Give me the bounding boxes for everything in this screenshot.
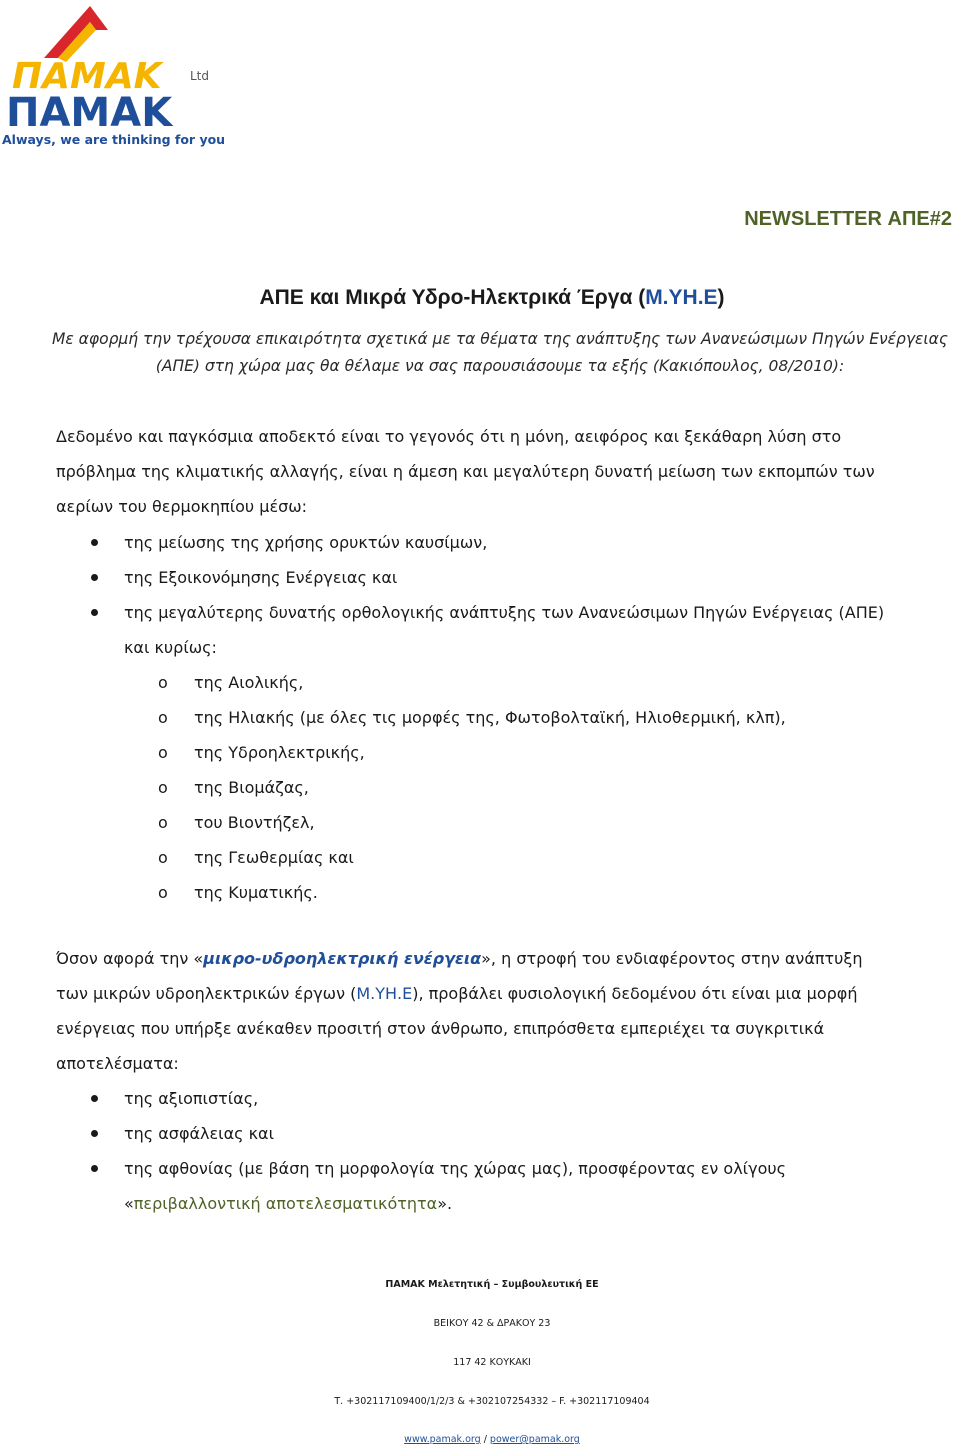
logo-ltd: Ltd (190, 69, 210, 83)
website-link[interactable]: www.pamak.org (404, 1434, 481, 1445)
sub-list-item: της Ηλιακής (με όλες τις μορφές της, Φωτοβολταϊκή, Ηλιοθερμική, κλπ), (194, 708, 786, 727)
footer-links: www.pamak.org / power@pamak.org (404, 1434, 580, 1445)
sub-list-item: της Αιολικής, (194, 673, 304, 692)
logo-top-text: ΠΑΜΑΚ (12, 56, 162, 97)
bullet-icon (91, 1165, 98, 1172)
intro-text: Με αφορμή την τρέχουσα επικαιρότητα σχετικά με τα θέματα της ανάπτυξης των Ανανεώσιμων Πηγών Ενέργειας (ΑΠΕ) στη χώρα μας θα θέλαμε να σας παρουσιάσουμε τα εξής (Κακιόπουλος, 08/2010): (51, 330, 948, 375)
abbreviation-text: Μ.ΥΗ.Ε (356, 984, 413, 1003)
bullet-icon (91, 539, 98, 546)
footer-company: ΠΑΜΑΚ Μελετητική – Συμβουλευτική ΕΕ (385, 1279, 599, 1290)
list-item: της μείωσης της χρήσης ορυκτών καυσίμων, (124, 533, 488, 552)
sub-list-item: της Κυματικής. (194, 883, 318, 902)
circle-bullet-icon: o (158, 813, 168, 832)
list-item: της ασφάλειας και (124, 1124, 274, 1143)
footer-phones: Τ. +302117109400/1/2/3 & +302107254332 – F. +302117109404 (334, 1396, 650, 1407)
list-item: της Εξοικονόμησης Ενέργειας και (124, 568, 398, 587)
bullet-icon (91, 1095, 98, 1102)
list-item: της αξιοπιστίας, (124, 1089, 259, 1108)
circle-bullet-icon: o (158, 743, 168, 762)
sub-list-item: του Βιοντήζελ, (194, 813, 315, 832)
sub-list-item: της Βιομάζας, (194, 778, 309, 797)
bullet-icon (91, 609, 98, 616)
list-item: της μεγαλύτερης δυνατής ορθολογικής ανάπτυξης των Ανανεώσιμων Πηγών Ενέργειας (ΑΠΕ) (124, 603, 885, 622)
document-title: ΑΠΕ και Μικρά Υδρο-Ηλεκτρικά Έργα (Μ.ΥΗ.Ε) (259, 286, 725, 309)
circle-bullet-icon: o (158, 848, 168, 867)
newsletter-heading: NEWSLETTER ΑΠΕ#2 (744, 208, 952, 230)
logo-tagline: Always, we are thinking for you (2, 132, 226, 147)
highlight-text: περιβαλλοντική αποτελεσματικότητα (133, 1194, 438, 1213)
emphasis-text: μικρο-υδροηλεκτρική ενέργεια (203, 949, 482, 968)
paragraph-2: Όσον αφορά την «μικρο-υδροηλεκτρική ενέργεια», η στροφή του ενδιαφέροντος στην ανάπτυξη των μικρών υδροηλεκτρικών έργων (Μ.ΥΗ.Ε), προβάλει φυσιολογική δεδομένου ότι είναι μια μορφή ενέργειας που υπήρξε ανέκαθεν προσιτή στον άνθρωπο, επιπρόσθετα εμπεριέχει τα συγκριτικά αποτελέσματα: (56, 949, 863, 1073)
bullet-icon (91, 574, 98, 581)
email-link[interactable]: power@pamak.org (489, 1434, 580, 1445)
bullet-icon (91, 1130, 98, 1137)
circle-bullet-icon: o (158, 708, 168, 727)
sub-list-item: της Γεωθερμίας και (194, 848, 354, 867)
sub-list-item: της Υδροηλεκτρικής, (194, 743, 365, 762)
circle-bullet-icon: o (158, 673, 168, 692)
logo-main-text: ΠΑΜΑΚ (6, 90, 173, 136)
footer-city: 117 42 ΚΟΥΚΑΚΙ (453, 1357, 531, 1368)
title-abbreviation: Μ.ΥΗ.Ε (645, 286, 718, 309)
list-item-continuation: και κυρίως: (124, 638, 217, 657)
company-logo (0, 0, 256, 152)
paragraph-1: Δεδομένο και παγκόσμια αποδεκτό είναι το γεγονός ότι η μόνη, αειφόρος και ξεκάθαρη λύση στο πρόβλημα της κλιματικής αλλαγής, είναι η άμεση και μεγαλύτερη δυνατή μείωση των εκπομπών των αερίων του θερμοκηπίου μέσω: (56, 427, 875, 516)
footer-address: ΒΕΙΚΟΥ 42 & ΔΡΑΚΟΥ 23 (433, 1318, 551, 1329)
circle-bullet-icon: o (158, 778, 168, 797)
list-item: της αφθονίας (με βάση τη μορφολογία της χώρας μας), προσφέροντας εν ολίγους «περιβαλλοντική αποτελεσματικότητα». (124, 1159, 786, 1213)
circle-bullet-icon: o (158, 883, 168, 902)
